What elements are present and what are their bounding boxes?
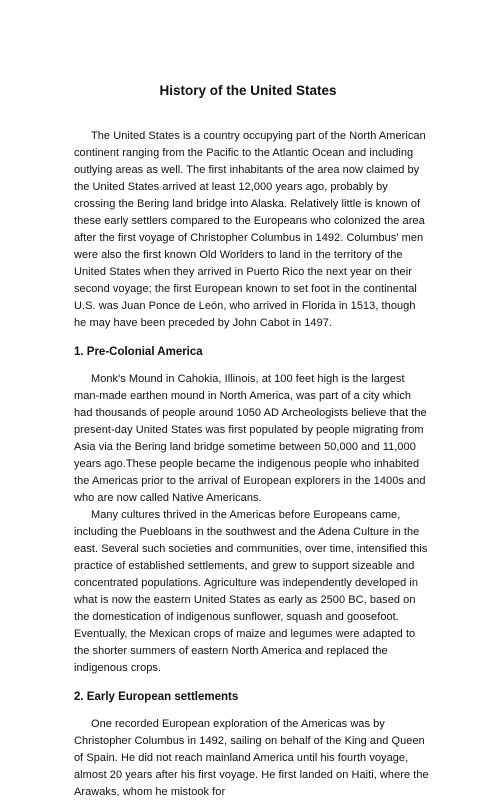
document-title: History of the United States [159, 83, 337, 98]
intro-paragraph: The United States is a country occupying part of the North American continent ranging from the Pacific to the Atlantic Ocean and including outlying areas as well. The first inhabitants of the area now claimed by the United States arrived at least 12,000 years ago, probably by crossing the Bering land bridge into Alaska. Relatively little is known of these early settlers compared to the Europeans who colonized the area after the first voyage of Christopher Columbus in 1492. Columbus' men were also the first known Old Worlders to land in the territory of the United States when they arrived in Puerto Rico the next year on their second voyage; the first European known to set foot in the continental U.S. was Juan Ponce de León, who arrived in Florida in 1513, though he may have been preceded by John Cabot in 1497. [74, 130, 426, 329]
section-heading-early-european: 2. Early European settlements [74, 691, 239, 703]
document-body [74, 128, 430, 801]
pre-colonial-paragraph-2: Many cultures thrived in the Americas before Europeans came, including the Puebloans in the southwest and the Adena Culture in the east. Several such societies and communities, over time, intensified this practice of established settlements, and grew to support sizeable and concentrated populations. Agriculture was independently developed in what is now the eastern United States as early as 2500 BC, based on the domestication of indigenous sunflower, squash and goosefoot. Eventually, the Mexican crops of maize and legumes were adapted to the shorter summers of eastern North America and replaced the indigenous crops. [74, 509, 428, 674]
early-european-paragraph-1: One recorded European exploration of the Americas was by Christopher Columbus in 1492, sailing on behalf of the King and Queen of Spain. He did not reach mainland America until his fourth voyage, almost 20 years after his first voyage. He first landed on Haiti, where the Arawaks, whom he mistook for [74, 718, 429, 798]
section-heading-pre-colonial: 1. Pre-Colonial America [74, 346, 203, 358]
pre-colonial-paragraph-1: Monk's Mound in Cahokia, Illinois, at 100 feet high is the largest man-made earthen mound in North America, was part of a city which had thousands of people around 1050 AD Archeologists believe that the present-day United States was first populated by people migrating from Asia via the Bering land bridge sometime between 50,000 and 11,000 years ago.These people became the indigenous people who inhabited the Americas prior to the arrival of European explorers in the 1400s and who are now called Native Americans. [74, 373, 427, 504]
